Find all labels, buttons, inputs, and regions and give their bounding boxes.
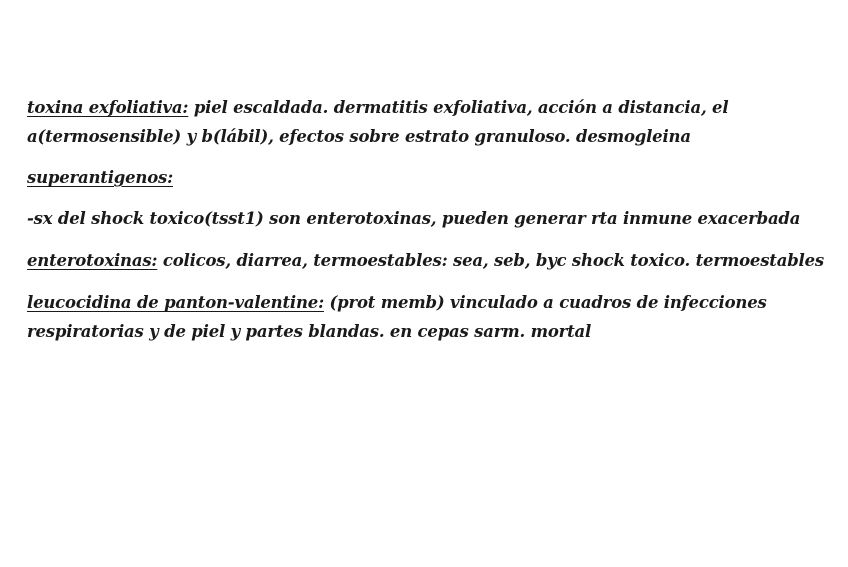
term-leucocidina: leucocidina de panton-valentine: bbox=[27, 293, 324, 312]
paragraph-toxina-exfoliativa bbox=[27, 93, 827, 151]
paragraph-text: piel escaldada. dermatitis exfoliativa, acción a distancia, el a(termosensible) y b(lábil), efectos sobre estrato granuloso. desmogleina bbox=[27, 98, 729, 146]
term-enterotoxinas: enterotoxinas: bbox=[27, 251, 158, 270]
paragraph-text: colicos, diarrea, termoestables: sea, seb, byc shock toxico. termoestables bbox=[157, 251, 825, 270]
paragraph-superantigenos bbox=[27, 163, 827, 192]
paragraph-shock-toxico bbox=[27, 204, 827, 233]
paragraph-enterotoxinas bbox=[27, 246, 827, 275]
paragraph-text: (prot memb) vinculado a cuadros de infecciones respiratorias y de piel y partes blandas. en cepas sarm. mortal bbox=[27, 293, 767, 341]
term-superantigenos: superantigenos: bbox=[27, 168, 174, 187]
document-body bbox=[27, 93, 827, 359]
paragraph-text: -sx del shock toxico(tsst1) son enterotoxinas, pueden generar rta inmune exacerbada bbox=[27, 209, 801, 228]
paragraph-leucocidina bbox=[27, 288, 827, 346]
term-toxina-exfoliativa: toxina exfoliativa: bbox=[27, 98, 189, 117]
